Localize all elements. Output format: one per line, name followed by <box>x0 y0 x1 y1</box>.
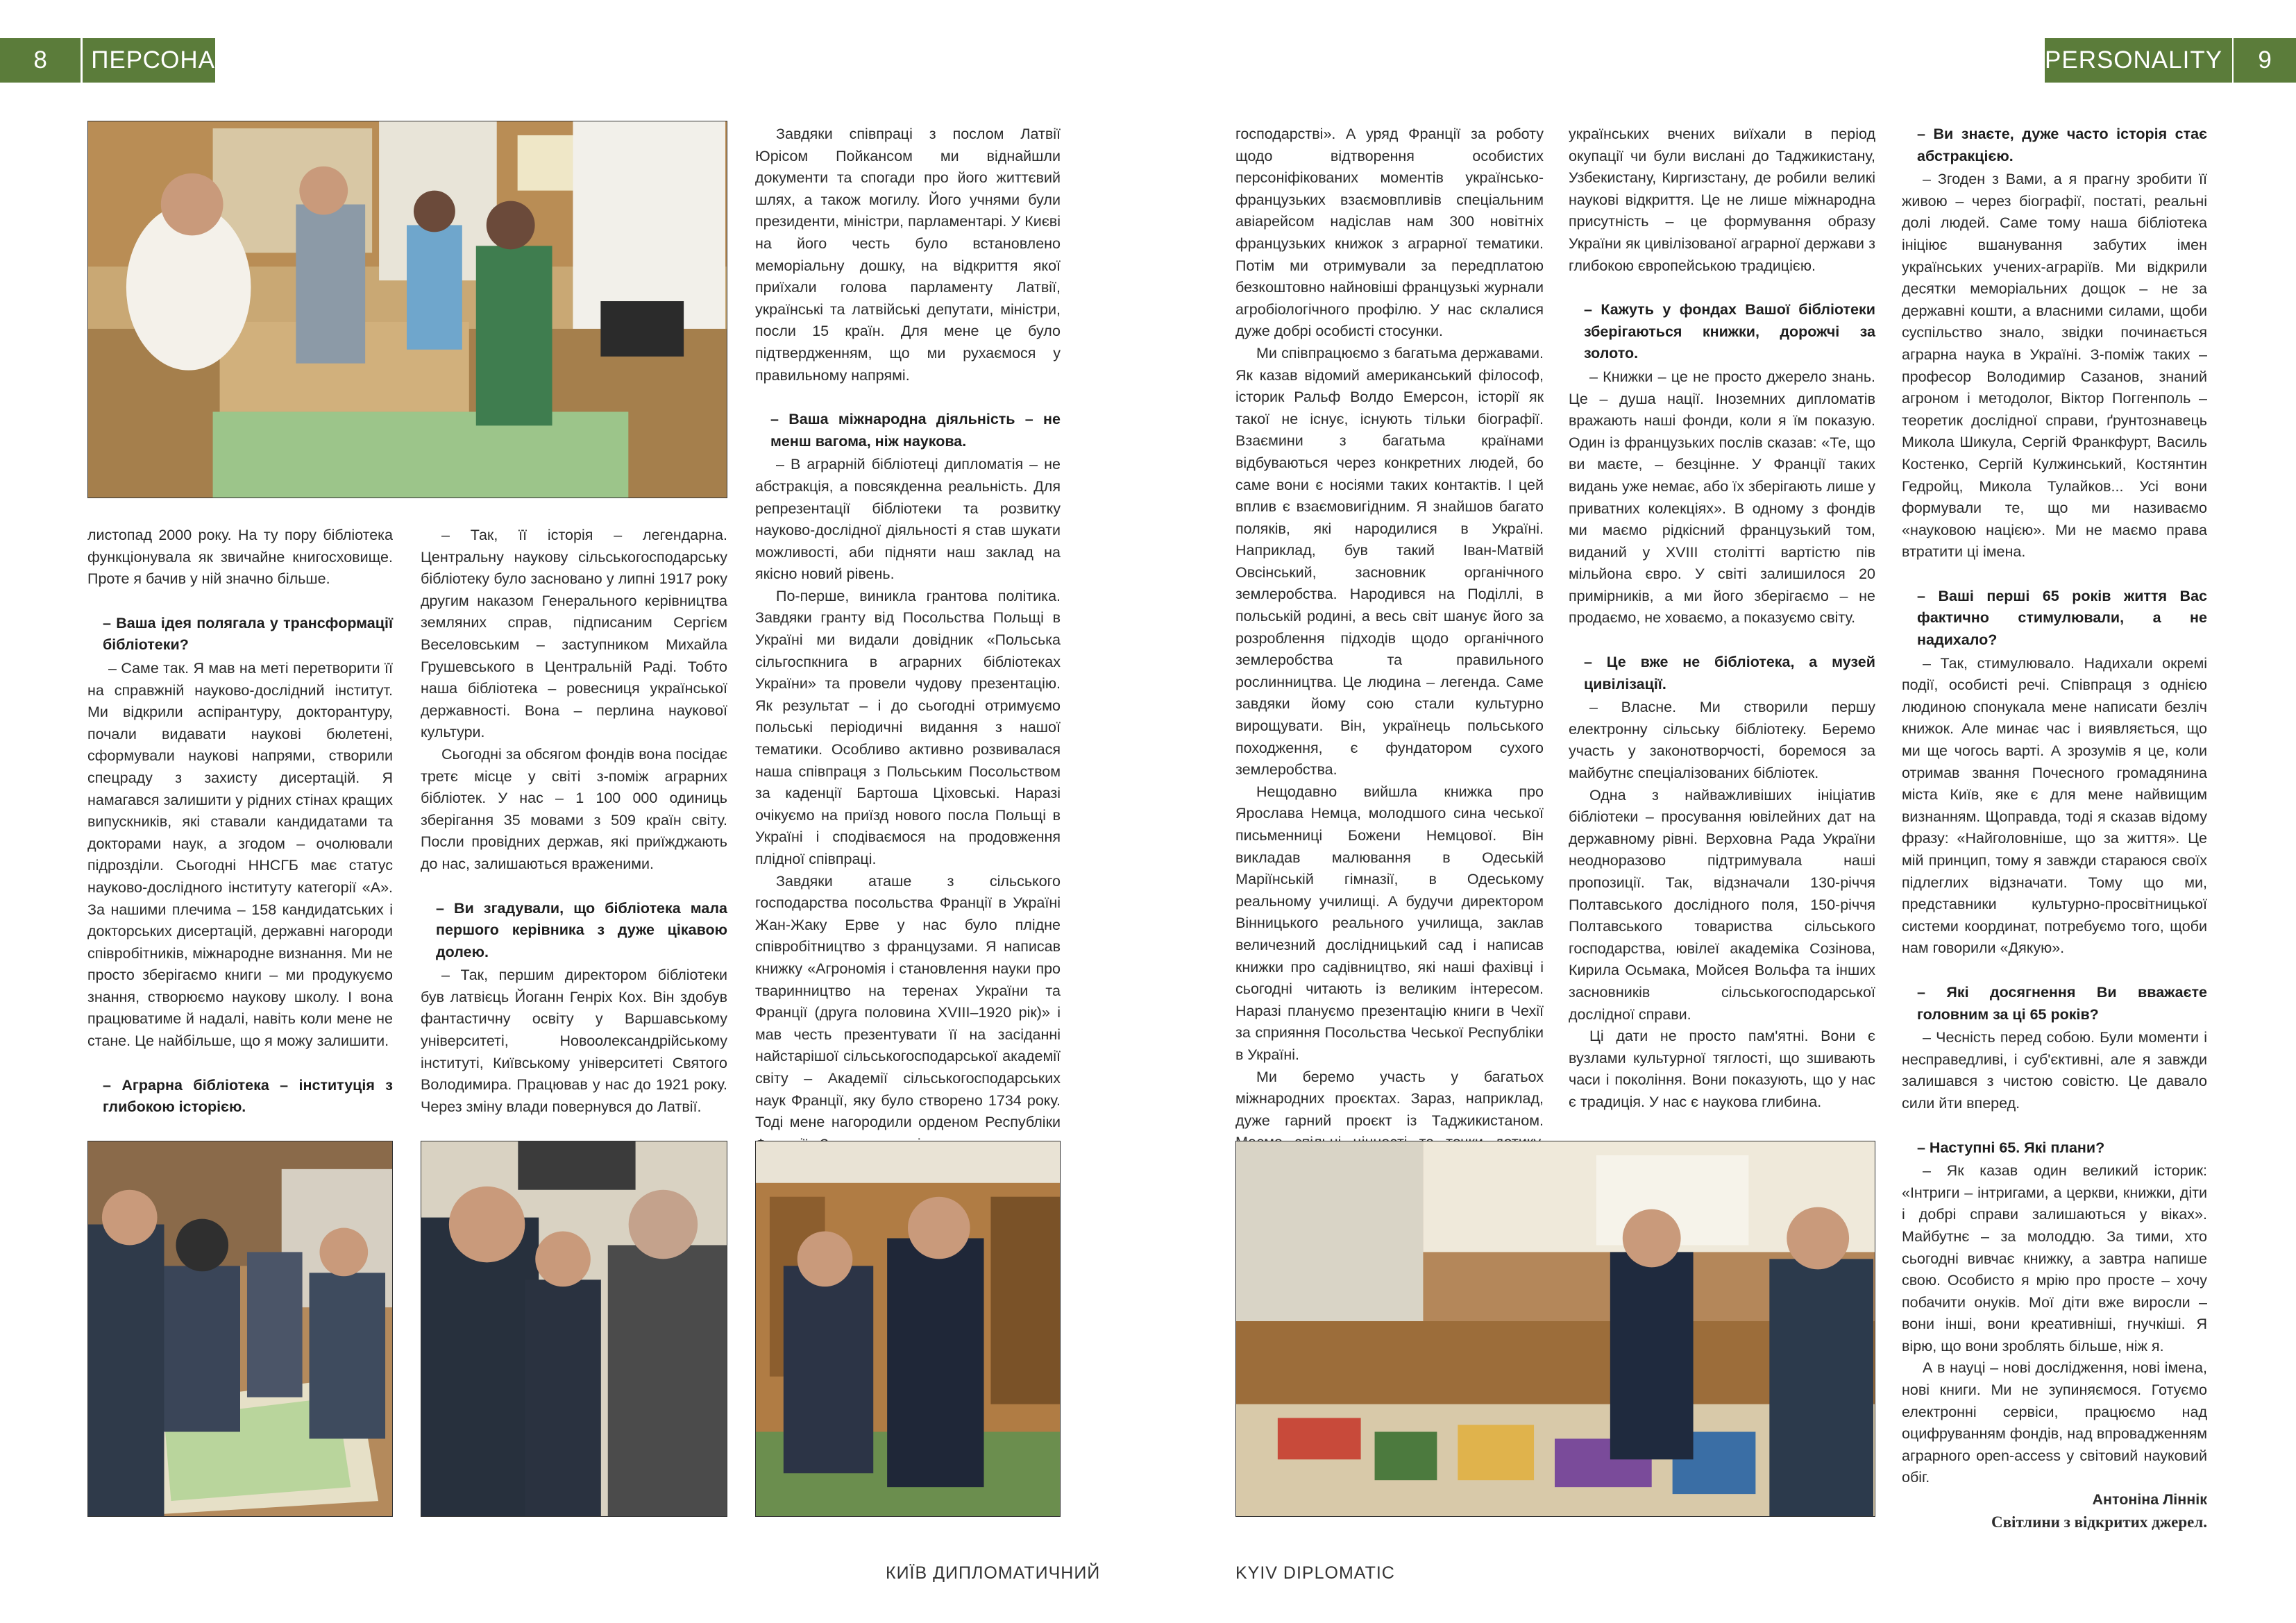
section-title-right: PERSONALITY <box>2045 46 2223 74</box>
interview-question: – Кажуть у фондах Вашої бібліотеки зберігаються книжки, дорожчі за золото. <box>1584 301 1875 362</box>
footer-left: КИЇВ ДИПЛОМАТИЧНИЙ <box>886 1563 1101 1583</box>
interview-question: – Ви знаєте, дуже часто історія стає абстракцією. <box>1917 126 2207 164</box>
interview-question: – Ви згадували, що бібліотека мала першого керівника з дуже цікавою долею. <box>436 899 727 960</box>
article-paragraph: – Так, стимулювало. Надихали окремі події, особисті речі. Співпраця з однією людиною спонукала мене написати безліч книжок. Але минає час і виявляється, що ми ще чогось варті. А зрозумів я це, коли отримав звання Почесного громадянина міста Київ, яке є для мене найвищим визнанням. Щоправда, тоді я сказав відому фразу: «Найголовніше, що за життя». Це мій принцип, тому я завжди стараюся своїх підлеглих відзначати. Тому що ми, представники культурно-просвітницької системи координат, потребуємо того, щоби нам говорили «Дякую». <box>1902 654 2207 957</box>
article-column-5 <box>1569 124 1875 1123</box>
article-paragraph: – Власне. Ми створили першу електронну сільську бібліотеку. Беремо участь у законотворчості, боремося за майбутнє спеціалізованих бібліотек. <box>1569 699 1875 782</box>
article-paragraph: По-перше, виникла грантова політика. Завдяки гранту від Посольства Польщі в Україні ми видали довідник «Польська сільгоспкнига в аграрних бібліотеках України» та провели чудову презентацію. Як результат – і до сьогодні отримуємо польські періодичні видання з нашої тематики. Особливо активно розвивалася наша співпраця з Польським Посольством за каденції Бартоша Ціховські. Наразі очікуємо на приїзд нового посла Польщі в Україні і сподіваємося на продовження плідної співпраці. <box>755 587 1061 867</box>
page-number-right: 9 <box>2258 46 2272 74</box>
photo-library-visit <box>87 121 727 498</box>
interview-question: – Ваші перші 65 років життя Вас фактично стимулювали, а не надихало? <box>1917 587 2207 649</box>
article-column-3 <box>755 124 1061 1131</box>
article-paragraph: А в науці – нові дослідження, нові імена, нові книги. Ми не зупиняємося. Готуємо електронні сервіси, працюємо над оцифруванням фондів, над впровадженням аграрного open-access у світовий науковий обіг. <box>1902 1359 2207 1486</box>
article-paragraph: – Так, її історія – легендарна. Центральну наукову сільськогосподарську бібліотеку було засновано у липні 1917 року другим наказом Генерального керівництва земляних справ, підписаним Сергієм Веселовським – заступником Михайла Грушевського в Центральній Раді. Тобто наша бібліотека – ровесниця української державності. Вона – перлина наукової культури. <box>421 527 727 741</box>
photo-credit: Світлини з відкритих джерел. <box>1991 1513 2207 1531</box>
article-column-6 <box>1902 124 2207 1532</box>
article-paragraph: – Чесність перед собою. Були моменти і несправедливі, і суб'єктивні, але я завжди залишався з чистою совістю. Це давало сили йти вперед. <box>1902 1029 2207 1112</box>
photo-conversation <box>421 1141 727 1517</box>
article-paragraph: листопад 2000 року. На ту пору бібліотека функціонувала як звичайне книгосховище. Проте я бачив у ній значно більше. <box>87 527 393 588</box>
right-page-header <box>2045 38 2296 83</box>
article-paragraph: Одна з найважливіших ініціатив бібліотеки – просування ювілейних дат на державному рівні. Верховна Рада України неодноразово підтримувала наші пропозиції. Так, відзначали 130-річчя Полтавського дослідного поля, 150-річчя Полтавського товариства сільського господарства, ювілеї академіка Созінова, Кирила Осьмака, Мойсея Вольфа та інших засновників сільськогосподарської дослідної справи. <box>1569 786 1875 1023</box>
left-page-header <box>0 38 215 83</box>
footer-right: KYIV DIPLOMATIC <box>1235 1563 1395 1583</box>
article-column-2 <box>421 525 727 1121</box>
article-column-1 <box>87 525 393 1121</box>
interview-question: – Ваша міжнародна діяльність – не менш вагома, ніж наукова. <box>770 411 1061 450</box>
article-paragraph: – Як казав один великий історик: «Інтриги – інтригами, а церкви, книжки, діти і добрі справи залишаються у віках». Майбутнє – за молоддю. За тими, хто сьогодні вивчає книжку, а завтра напише свою. Особисто я мрію про просте – хочу побачити онуків. Мої діти вже виросли – вони інші, вони креативніші, гнучкіші. Я вірю, що вони зроблять більше, ніж я. <box>1902 1162 2207 1354</box>
author-signature: Антоніна Ліннік <box>2092 1491 2207 1509</box>
interview-question: – Ваша ідея полягала у трансформації бібліотеки? <box>103 614 393 654</box>
interview-question: – Наступні 65. Які плани? <box>1917 1139 2105 1156</box>
article-paragraph: Ці дати не просто пам'ятні. Вони є вузлами культурної тяглості, що зшивають часи і покоління. Вони показують, що у нас є традиція. У нас є наукова глибина. <box>1569 1028 1875 1110</box>
article-paragraph: – Саме так. Я мав на меті перетворити її на справжній науково-дослідний інститут. Ми відкрили аспірантуру, докторантуру, почали видавати наукові бюлетені, сформували наукові напрями, створили спецраду з захисту дисертацій. Я намагався залишити у рідних стінах кращих випускників, які ставали кандидатами та докторами наук, а згодом – очолювали підрозділи. Сьогодні ННСГБ має статус науково-дослідного інституту категорії «А». За нашими плечима – 158 кандидатських і докторських дисертацій, державні нагороди співробітників, міжнародне визнання. Ми не просто зберігаємо книги – ми продукуємо знання, створюємо наукову школу. І вона працюватиме й надалі, навіть коли мене не стане. Це найбільше, що я можу залишити. <box>87 659 393 1050</box>
article-paragraph: – Так, першим директором бібліотеки був латвієць Йоганн Генріх Кох. Він здобув фантастичну освіту у Варшавському університеті, Новоолександрійському інституті, Київському університеті Святого Володимира. Працював у нас до 1921 року. Через зміну влади повернувся до Латвії. <box>421 967 727 1115</box>
page-number-left: 8 <box>33 46 47 74</box>
photo-reading-room <box>755 1141 1061 1517</box>
interview-question: – Це вже не бібліотека, а музей цивілізації. <box>1584 654 1875 692</box>
article-paragraph: – Книжки – це не просто джерело знань. Це – душа нації. Іноземних дипломатів вражають наші фонди, коли я їм показую. Один із французьких послів сказав: «Те, що ви маєте, – безцінне. У Франції таких видань уже немає, або їх зберігають лише у приватних колекціях». В одному з фондів ми маємо рідкісний французький том, виданий у XVIII столітті вартістю пів мільйона євро. У світі залишилося 20 примірників, а ми його зберігаємо – не продаємо, не ховаємо, а показуємо світу. <box>1569 368 1875 627</box>
article-paragraph: господарстві». А уряд Франції за роботу щодо відтворення особистих персоніфікованих моментів українсько-французьких взаємовпливів спеціальним авіарейсом надіслав нам 300 новітніх французьких книжок з аграрної тематики. Потім ми отримували за передплатою безкоштовно найновіші французькі журнали агробіологічного профілю. У нас склалися дуже добрі особисті стосунки. <box>1235 126 1544 340</box>
article-paragraph: українських вчених виїхали в період окупації чи були вислані до Таджикистану, Узбекистану, Киргизстану, де робили великі наукові відкриття. Це не лише міжнародна присутність – це формування образу України як цивілізованої аграрної держави з глибокою європейською традицією. <box>1569 126 1875 274</box>
interview-question: – Які досягнення Ви вважаєте головним за ці 65 років? <box>1917 983 2207 1023</box>
article-paragraph: Нещодавно вийшла книжка про Ярослава Немца, молодшого сина чеської письменниці Божени Немцової. Він викладав малювання в Одеській Маріїнській гімназії, в Одеському реальному училищі. А будучи директором Вінницького реального училища, заклав величезний дослідницький сад і написав книжки про садівництво, які нашi фахівці і сьогодні читають із великим інтересом. Наразі плануємо презентацію книги в Чехії за сприяння Посольства Чеської Республіки в Україні. <box>1235 783 1544 1063</box>
interview-question: – Аграрна бібліотека – інституція з глибокою історією. <box>103 1076 393 1116</box>
photo-book-exhibition <box>1235 1141 1875 1517</box>
article-paragraph: Сьогодні за обсягом фондів вона посідає третє місце у світі з-поміж аграрних бібліотек. У нас – 1 100 000 одиниць зберігання 35 мовами з 509 країн світу. Посли провідних держав, які приїжджають до нас, залишаються враженими. <box>421 745 727 872</box>
article-paragraph: – В аграрній бібліотеці дипломатія – не абстракція, а повсякденна реальність. Для репрезентації бібліотеки та розвитку науково-дослідної діяльності я став шукати можливості, аби підняти наш заклад на якісно новий рівень. <box>755 456 1061 583</box>
section-title-left: ПЕРСОНА <box>91 46 215 74</box>
article-paragraph: – Згоден з Вами, а я прагну зробити її живою – через біографії, постаті, реальні долі людей. Саме тому наша бібліотека ініціює вшанування забутих імен українських учених-аграріїв. Ми відкрили десятки меморіальних дощок – не за державні кошти, а власними силами, щоби суспільство знало, звідки починається аграрна наука в Україні. З-поміж таких – професор Володимир Сазанов, знаний агроном і методолог, Віктор Поггенполь – теоретик дослідної справи, ґрунтознавець Микола Шикула, Сергій Франкфурт, Василь Костенко, Сергій Кулжинський, Костянтин Гедройц, Микола Тулайков... Усі вони формували те, що ми називаємо «науковою нацією». Ми не маємо права втратити ці імена. <box>1902 171 2207 561</box>
article-column-4 <box>1235 124 1544 1129</box>
article-paragraph: Ми співпрацюємо з багатьма державами. Як казав відомий американський філософ, історик Ральф Волдо Емерсон, історії як такої не існує, існують тільки біографії. Взаємини з багатьма країнами відбуваються через конкретних людей, бо саме вони є носіями таких контактів. І цей вплив є взаємовигідним. Я знайшов багато поляків, які народилися в Україні. Наприклад, був такий Іван-Матвій Овсінський, засновник органічного землеробства. Народився на Поділлі, в польській родині, а весь світ шанує його за розроблення підходів щодо органічного землеробства та правильного рослинництва. Це людина – легенда. Саме завдяки йому сою стали культурно вирощувати. Він, українець польського походження, є фундатором сухого землеробства. <box>1235 344 1544 779</box>
article-paragraph: Завдяки аташе з сільського господарства посольства Франції в Україні Жан-Жаку Ерве у нас було плідне співробітництво з французами. Я написав книжку «Агрономія і становлення науки про тваринництво на теренах України та Франції (друга половина XVIII–1920 рік)» і мав честь презентувати її на засіданні найстарішої сільськогосподарської академії світу – Академії сільськогосподарських наук Франції, яку було створено 1734 року. Тоді мене нагородили орденом Республіки <box>755 872 1061 1131</box>
article-paragraph: Завдяки співпраці з послом Латвії Юрісом Пойкансом ми віднайшли документи та спогади про його життєвий шлях, а також могилу. Його учнями були президенти, міністри, парламентарі. У Києві на його честь було встановлено меморіальну дошку, на відкриття якої приїхали голова парламенту Латвії, українські та латвійські депутати, міністри, посли 15 країн. Для мене це було підтвердженням, що ми рухаємося у правильному напрямі. <box>755 126 1061 384</box>
photo-map-viewing <box>87 1141 393 1517</box>
article-paragraph: Ми беремо участь у багатьох міжнародних проєктах. Зараз, наприклад, дуже гарний проєкт із Таджикистаном. <box>1235 1068 1544 1129</box>
